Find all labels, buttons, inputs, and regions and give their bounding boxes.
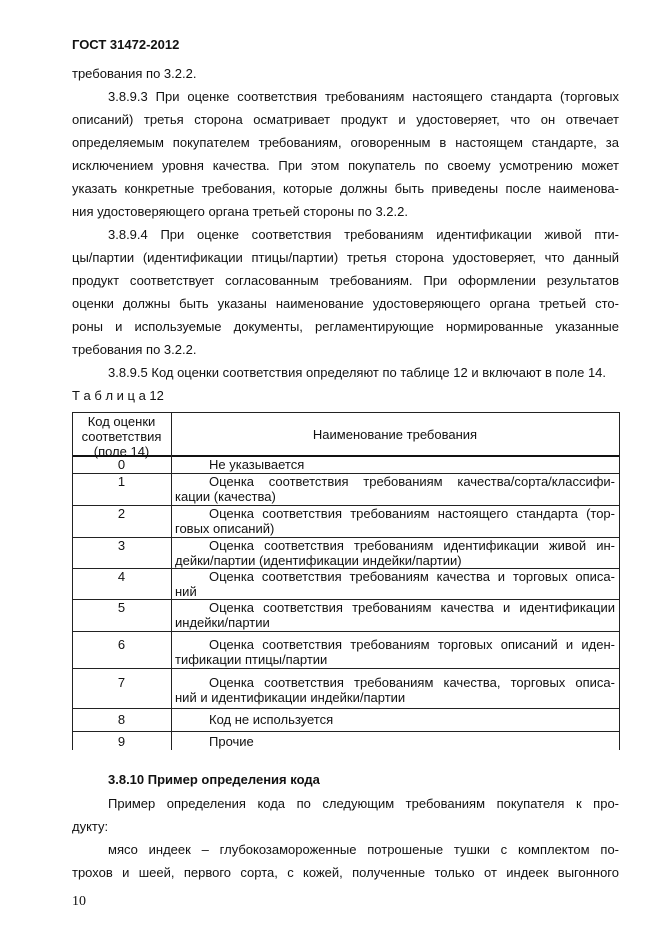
header-code-line: Код оценки bbox=[87, 414, 156, 429]
row-description: дейки/партии (идентификации индейки/партии) bbox=[175, 553, 462, 568]
row-description: кации (качества) bbox=[175, 489, 276, 504]
row-description: Оценка соответствия требованиям качества/сорта/классифи- bbox=[209, 474, 615, 489]
text-line: роны и используемые документы, регламентирующие нормированные указанные bbox=[72, 319, 619, 334]
row-code: 3 bbox=[117, 538, 126, 553]
text-line: определяемым покупателем требованиям, оговоренным в настоящем стандарте, за bbox=[72, 135, 619, 150]
text-line: требования по 3.2.2. bbox=[72, 66, 197, 81]
row-code: 4 bbox=[117, 569, 126, 584]
table-border-top bbox=[72, 412, 619, 413]
text-line: Пример определения кода по следующим требованиям покупателя к про- bbox=[108, 796, 619, 811]
header-code bbox=[72, 414, 171, 459]
header-code-line: соответствия bbox=[81, 429, 162, 444]
row-description: ний bbox=[175, 584, 197, 599]
text-line: 3.8.9.4 При оценке соответствия требованиям идентификации живой пти- bbox=[108, 227, 619, 242]
text-line: продукт соответствует согласованным требованиям. При оформлении результатов bbox=[72, 273, 619, 288]
section-heading: 3.8.10 Пример определения кода bbox=[108, 772, 320, 787]
row-code: 0 bbox=[117, 457, 126, 472]
text-line: 3.8.9.5 Код оценки соответствия определяют по таблице 12 и включают в поле 14. bbox=[108, 365, 607, 380]
row-description: Оценка соответствия требованиям качества и идентификации bbox=[209, 600, 615, 615]
row-description: Прочие bbox=[209, 734, 254, 749]
text-line: исключением уровня качества. При этом покупатель по своему усмотрению может bbox=[72, 158, 619, 173]
row-description: Оценка соответствия требованиям качества, торговых описа- bbox=[209, 675, 615, 690]
text-line: цы/партии (идентификации птицы/партии) третья сторона удостоверяет, что данный bbox=[72, 250, 619, 265]
text-line: описаний) третья сторона осматривает продукт и удостоверяет, что он отвечает bbox=[72, 112, 619, 127]
row-description: индейки/партии bbox=[175, 615, 270, 630]
row-description: Оценка соответствия требованиям настоящего стандарта (тор- bbox=[209, 506, 615, 521]
document-header: ГОСТ 31472-2012 bbox=[72, 37, 180, 52]
row-code: 5 bbox=[117, 600, 126, 615]
row-description: Оценка соответствия требованиям качества и торговых описа- bbox=[209, 569, 615, 584]
row-description: Не указывается bbox=[209, 457, 305, 472]
row-description: Оценка соответствия требованиям идентификации живой ин- bbox=[209, 538, 615, 553]
row-code: 7 bbox=[117, 675, 126, 690]
row-description: Код не используется bbox=[209, 712, 334, 727]
table-border-right bbox=[619, 412, 620, 750]
column-divider bbox=[171, 412, 172, 750]
header-code-line: (поле 14) bbox=[93, 444, 150, 459]
text-line: мясо индеек – глубокозамороженные потрошеные тушки с комплектом по- bbox=[108, 842, 619, 857]
text-line: указать конкретные требования, которые должны быть приведены после наименова- bbox=[72, 181, 619, 196]
text-line: дукту: bbox=[72, 819, 109, 834]
text-line: 3.8.9.3 При оценке соответствия требованиям настоящего стандарта (торговых bbox=[108, 89, 619, 104]
row-code: 2 bbox=[117, 506, 126, 521]
row-description: Оценка соответствия требованиям торговых описаний и иден- bbox=[209, 637, 615, 652]
row-code: 1 bbox=[117, 474, 126, 489]
text-line: трохов и шеей, первого сорта, с кожей, полученные только от индеек выгонного bbox=[72, 865, 619, 880]
text-line: ния удостоверяющего органа третьей стороны по 3.2.2. bbox=[72, 204, 408, 219]
row-code: 6 bbox=[117, 637, 126, 652]
header-name: Наименование требования bbox=[312, 427, 478, 442]
row-divider bbox=[72, 631, 619, 632]
row-code: 8 bbox=[117, 712, 126, 727]
row-code: 9 bbox=[117, 734, 126, 749]
row-divider bbox=[72, 731, 619, 732]
row-description: тификации птицы/партии bbox=[175, 652, 328, 667]
page-number: 10 bbox=[72, 894, 86, 909]
row-divider bbox=[72, 708, 619, 709]
text-line: оценки должны быть указаны наименование удостоверяющего органа третьей сто- bbox=[72, 296, 619, 311]
row-description: говых описаний) bbox=[175, 521, 275, 536]
row-divider bbox=[72, 668, 619, 669]
table-caption: Т а б л и ц а 12 bbox=[72, 388, 164, 403]
text-line: требования по 3.2.2. bbox=[72, 342, 197, 357]
row-description: ний и идентификации индейки/партии bbox=[175, 690, 406, 705]
